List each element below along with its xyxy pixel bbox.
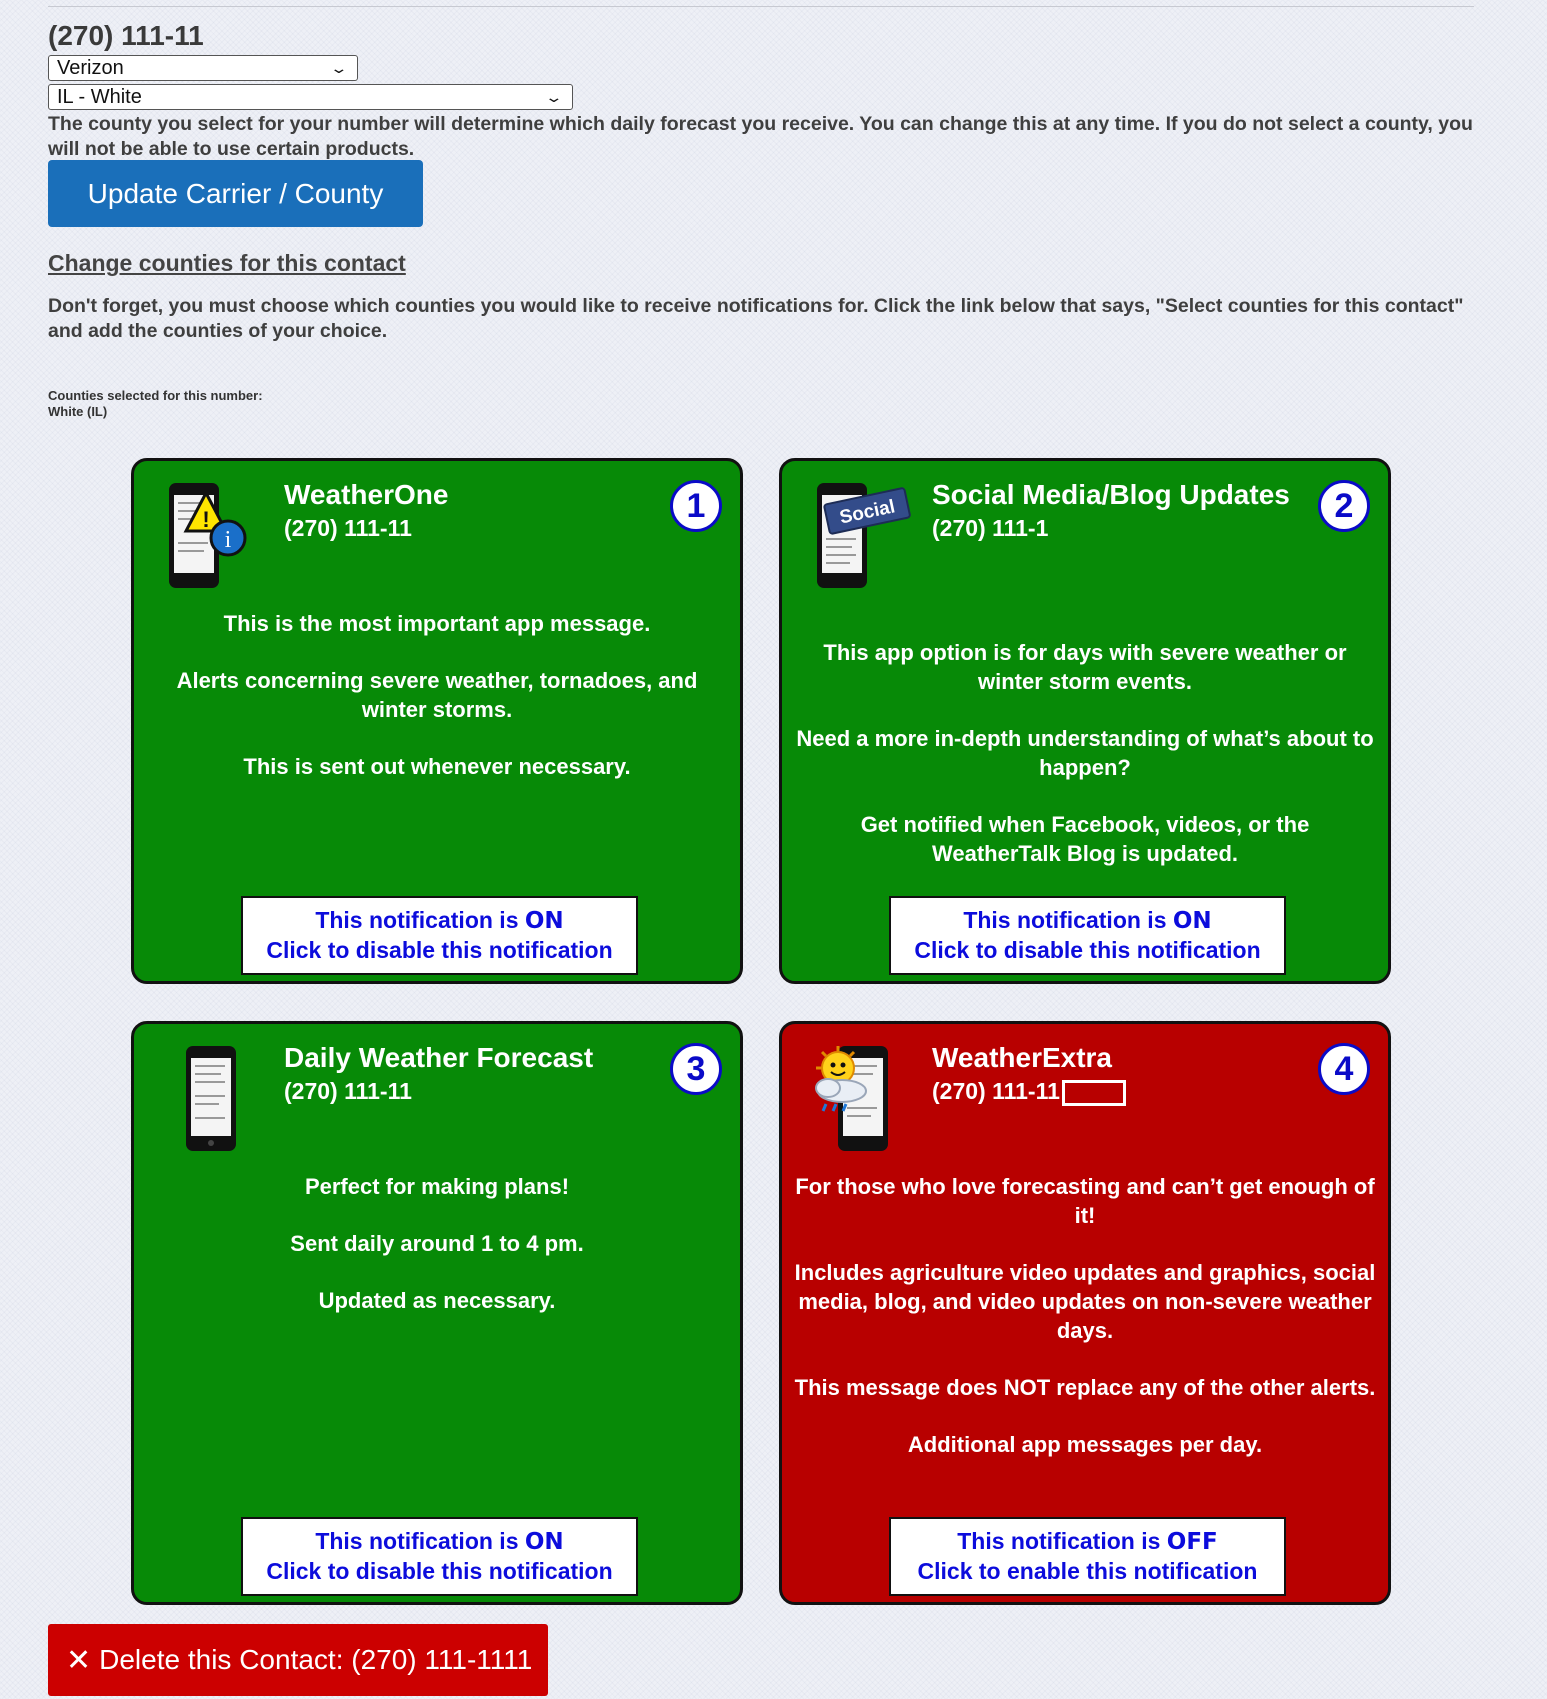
desc-line: This app option is for days with severe weather or winter storm events. [823, 640, 1347, 694]
notification-toggle-button[interactable] [889, 1517, 1286, 1596]
desc-line: Additional app messages per day. [907, 1432, 1263, 1457]
county-select[interactable] [48, 84, 573, 110]
chevron-down-icon: ⌄ [544, 89, 564, 105]
redacted-box [1062, 1080, 1126, 1106]
desc-line: Sent daily around 1 to 4 pm. [290, 1231, 584, 1256]
desc-line: This message does NOT replace any of the other alerts. [794, 1375, 1376, 1400]
desc-line: For those who love forecasting and can’t get enough of it! [795, 1174, 1375, 1228]
notification-toggle-button[interactable] [241, 1517, 638, 1596]
notification-card-daily-forecast [131, 1021, 743, 1605]
update-carrier-county-button[interactable]: Update Carrier / County [48, 160, 423, 227]
toggle-status-line [891, 906, 1284, 936]
delete-contact-button[interactable] [48, 1624, 548, 1696]
delete-contact-label: Delete this Contact: (270) 111-1111 [99, 1644, 533, 1675]
toggle-status-line [891, 1527, 1284, 1557]
toggle-status-line [243, 1527, 636, 1557]
svg-text:Social: Social [837, 496, 897, 529]
toggle-state: ON [524, 908, 564, 934]
carrier-select[interactable] [48, 55, 358, 81]
card-phone: (270) 111-11 [284, 515, 412, 541]
phone-sun-cloud-icon [812, 1046, 922, 1156]
card-title: Daily Weather Forecast [284, 1042, 594, 1073]
toggle-action-line: Click to disable this notification [266, 937, 613, 963]
contact-phone-header: (270) 111-11 [48, 20, 204, 51]
desc-line: This is the most important app message. [223, 611, 651, 636]
svg-text:!: ! [202, 507, 210, 532]
phone-social-icon [812, 483, 922, 593]
notification-card-weatherone [131, 458, 743, 984]
desc-line: Need a more in-depth understanding of what’s about to happen? [796, 726, 1374, 780]
change-counties-link[interactable]: Change counties for this contact [48, 250, 406, 276]
top-divider [48, 6, 1474, 7]
card-number-badge: 3 [670, 1043, 722, 1095]
card-phone: (270) 111-11 [284, 1078, 412, 1104]
toggle-action-line: Click to enable this notification [917, 1558, 1258, 1584]
notification-toggle-button[interactable] [889, 896, 1286, 975]
card-number-badge: 1 [670, 480, 722, 532]
card-number-badge: 2 [1318, 480, 1370, 532]
card-description [146, 1172, 728, 1343]
desc-line: Includes agriculture video updates and graphics, social media, blog, and video updates on non-severe weather days. [794, 1260, 1376, 1343]
close-icon: ✕ [66, 1643, 92, 1677]
notification-card-social-media [779, 458, 1391, 984]
card-title: WeatherExtra [932, 1042, 1113, 1073]
card-phone-text: (270) 111-11 [932, 1078, 1060, 1104]
desc-line: Get notified when Facebook, videos, or the WeatherTalk Blog is updated. [860, 812, 1310, 866]
carrier-select-value: Verizon [57, 57, 124, 79]
counties-selected-value: White (IL) [48, 404, 108, 419]
counties-reminder: Don't forget, you must choose which counties you would like to receive notifications for. Click the link below that says, "Select counties for this contact" and add the counties of your choice. [48, 295, 1464, 342]
toggle-status-text: This notification is [315, 1528, 525, 1554]
toggle-action-line: Click to disable this notification [914, 937, 1261, 963]
card-title: Social Media/Blog Updates [932, 479, 1290, 510]
card-description [794, 1172, 1376, 1487]
phone-alert-info-icon [164, 483, 274, 593]
toggle-status-line [243, 906, 636, 936]
toggle-status-text: This notification is [315, 907, 525, 933]
toggle-status-text: This notification is [957, 1528, 1167, 1554]
phone-icon [164, 1046, 274, 1156]
card-description [146, 609, 728, 809]
toggle-state: ON [524, 1529, 564, 1555]
card-description [794, 638, 1376, 896]
toggle-action-line: Click to disable this notification [266, 1558, 613, 1584]
notification-card-weatherextra [779, 1021, 1391, 1605]
svg-text:i: i [224, 527, 232, 553]
toggle-state: ON [1172, 908, 1212, 934]
card-number-badge: 4 [1318, 1043, 1370, 1095]
desc-line: Updated as necessary. [318, 1288, 556, 1313]
toggle-state: OFF [1166, 1529, 1218, 1555]
desc-line: This is sent out whenever necessary. [243, 754, 631, 779]
card-phone [932, 1078, 1126, 1106]
chevron-down-icon: ⌄ [329, 60, 349, 76]
county-note: The county you select for your number will determine which daily forecast you receive. You can change this at any time. If you do not select a county, you will not be able to use certain products. [48, 113, 1473, 160]
card-title: WeatherOne [284, 479, 449, 510]
toggle-status-text: This notification is [963, 907, 1173, 933]
county-select-value: IL - White [57, 86, 142, 108]
desc-line: Alerts concerning severe weather, tornadoes, and winter storms. [176, 668, 698, 722]
desc-line: Perfect for making plans! [304, 1174, 570, 1199]
card-phone: (270) 111-1 [932, 515, 1049, 541]
counties-selected-label: Counties selected for this number: [48, 388, 263, 403]
notification-toggle-button[interactable] [241, 896, 638, 975]
